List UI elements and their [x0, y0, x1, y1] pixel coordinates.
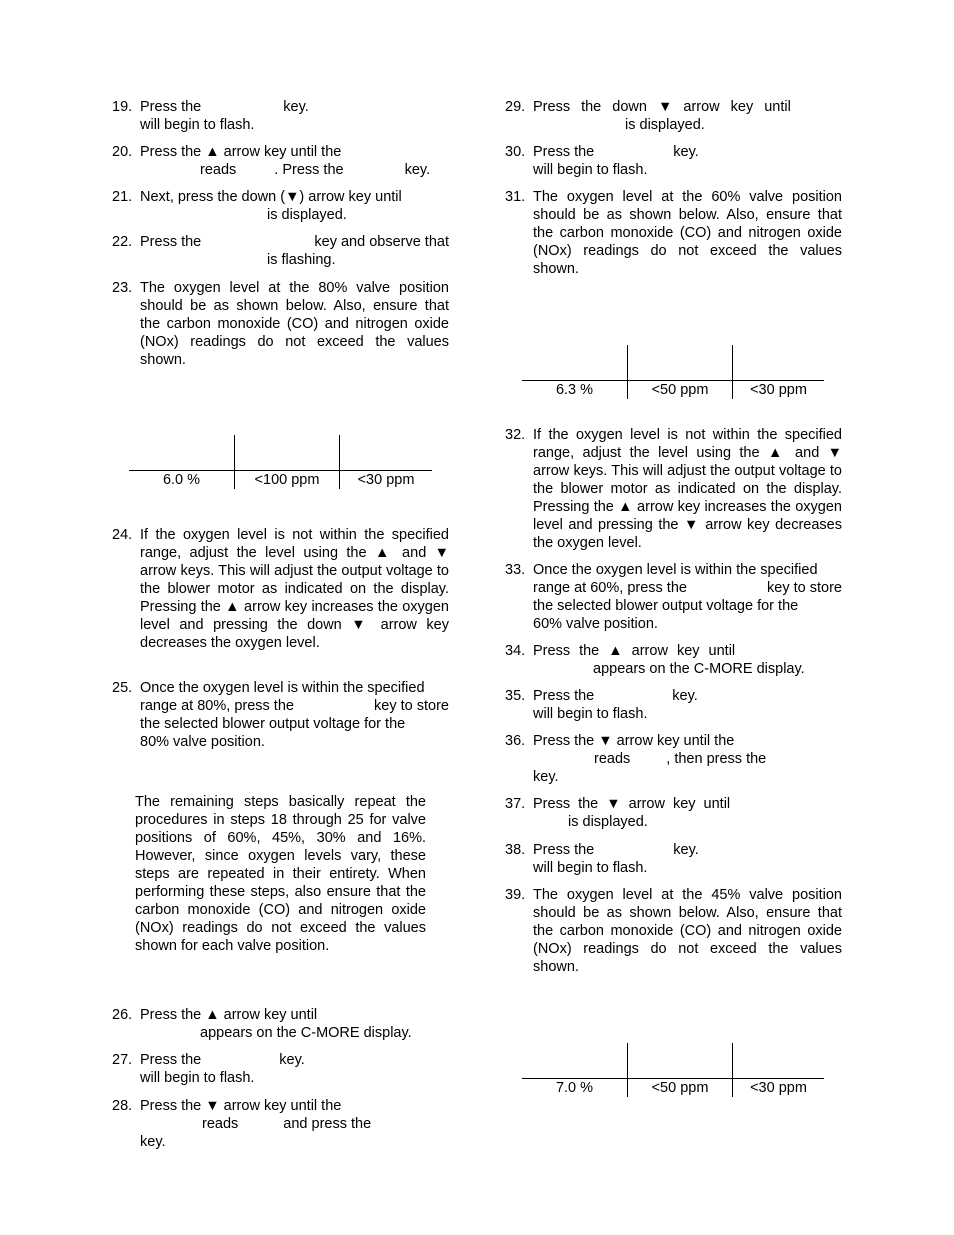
table-header-co	[628, 1043, 733, 1079]
step-number: 36.	[505, 733, 526, 749]
oxygen-value: 7.0 %	[522, 1079, 628, 1098]
step-number: 22.	[112, 234, 133, 250]
step-34: 34. Press the ▲ arrow key until appears on the C-MORE display.	[505, 643, 805, 677]
table-header-nox	[733, 345, 825, 381]
step-32: 32. If the oxygen level is not within the specified range, adjust the level using the ▲ and ▼ arrow keys. This will adjust the output voltage to the blower motor as indicated on the display. Pressing the ▲ arrow key increases the oxygen level and pressing the ▼ arrow key decreases the oxygen level.	[505, 427, 842, 551]
step-25: 25. Once the oxygen level is within the specified range at 80%, press the key to store the selected blower output voltage for the 80% valve position.	[112, 680, 449, 750]
step-31: 31. The oxygen level at the 60% valve position should be as shown below. Also, ensure that the carbon monoxide (CO) and nitrogen oxide (NOx) readings do not exceed the values shown.	[505, 189, 842, 277]
step-26: 26. Press the ▲ arrow key until appears on the C-MORE display.	[112, 1007, 412, 1041]
step-21: 21. Next, press the down (▼) arrow key until is displayed.	[112, 189, 402, 223]
step-number: 34.	[505, 643, 526, 659]
step-38: 38. Press the key. will begin to flash.	[505, 842, 699, 876]
step-39: 39. The oxygen level at the 45% valve position should be as shown below. Also, ensure that the carbon monoxide (CO) and nitrogen oxide (NOx) readings do not exceed the values shown.	[505, 887, 842, 975]
nox-value: <30 ppm	[750, 382, 807, 398]
step-number: 31.	[505, 189, 526, 205]
co-value: <100 ppm	[235, 471, 340, 490]
step-number: 19.	[112, 99, 133, 115]
nox-value: <30 ppm	[750, 1080, 807, 1096]
step-number: 37.	[505, 796, 526, 812]
step-27: 27. Press the key. will begin to flash.	[112, 1052, 305, 1086]
nox-value: <30 ppm	[357, 472, 415, 488]
step-number: 35.	[505, 688, 526, 704]
table-header-nox	[733, 1043, 825, 1079]
step-number: 21.	[112, 189, 133, 205]
table-header-oxygen	[129, 435, 235, 471]
co-value: <50 ppm	[628, 381, 733, 400]
step-36: 36. Press the ▼ arrow key until the reads , then press the key.	[505, 733, 767, 785]
oxygen-table-60	[522, 345, 824, 399]
step-number: 32.	[505, 427, 526, 443]
step-number: 39.	[505, 887, 526, 903]
step-28: 28. Press the ▼ arrow key until the reads and press the key.	[112, 1098, 372, 1150]
oxygen-table-80	[129, 435, 432, 489]
step-37: 37. Press the ▼ arrow key until is displayed.	[505, 796, 731, 830]
step-24: 24. If the oxygen level is not within the specified range, adjust the level using the ▲ and ▼ arrow keys. This will adjust the output voltage to the blower motor as indicated on the display. Pressing the ▲ arrow key increases the oxygen level and pressing the down ▼ arrow key decreases the oxygen level.	[112, 527, 449, 651]
step-number: 29.	[505, 99, 526, 115]
step-23: 23. The oxygen level at the 80% valve position should be as shown below. Also, ensure that the carbon monoxide (CO) and nitrogen oxide (NOx) readings do not exceed the values shown.	[112, 280, 449, 368]
step-number: 27.	[112, 1052, 133, 1068]
step-number: 28.	[112, 1098, 133, 1114]
step-number: 20.	[112, 144, 133, 160]
step-number: 25.	[112, 680, 133, 696]
step-20: 20. Press the ▲ arrow key until the reads . Press the key.	[112, 144, 431, 178]
table-header-co	[628, 345, 733, 381]
step-number: 30.	[505, 144, 526, 160]
step-30: 30. Press the key. will begin to flash.	[505, 144, 699, 178]
table-header-oxygen	[522, 1043, 628, 1079]
co-value: <50 ppm	[628, 1079, 733, 1098]
step-number: 38.	[505, 842, 526, 858]
step-19: 19. Press the key. will begin to flash.	[112, 99, 309, 133]
table-header-oxygen	[522, 345, 628, 381]
step-22: 22. Press the key and observe that is flashing.	[112, 234, 449, 268]
step-number: 26.	[112, 1007, 133, 1023]
step-number: 23.	[112, 280, 133, 296]
step-35: 35. Press the key. will begin to flash.	[505, 688, 698, 722]
note-paragraph: The remaining steps basically repeat the procedures in steps 18 through 25 for valve positions of 60%, 45%, 30% and 16%. However, since oxygen levels vary, these steps are repeated in their entirety. When performing these steps, also ensure that the carbon monoxide (CO) and nitrogen oxide (NOx) readings do not exceed the values shown for each valve position.	[135, 794, 426, 954]
oxygen-value: 6.0 %	[129, 471, 235, 490]
oxygen-value: 6.3 %	[522, 381, 628, 400]
step-number: 33.	[505, 562, 526, 578]
step-number: 24.	[112, 527, 133, 543]
table-header-co	[235, 435, 340, 471]
step-33: 33. Once the oxygen level is within the specified range at 60%, press the key to store the selected blower output voltage for the 60% valve position.	[505, 562, 842, 632]
table-header-nox	[340, 435, 433, 471]
step-29: 29. Press the down ▼ arrow key until is displayed.	[505, 99, 791, 133]
oxygen-table-45	[522, 1043, 824, 1097]
